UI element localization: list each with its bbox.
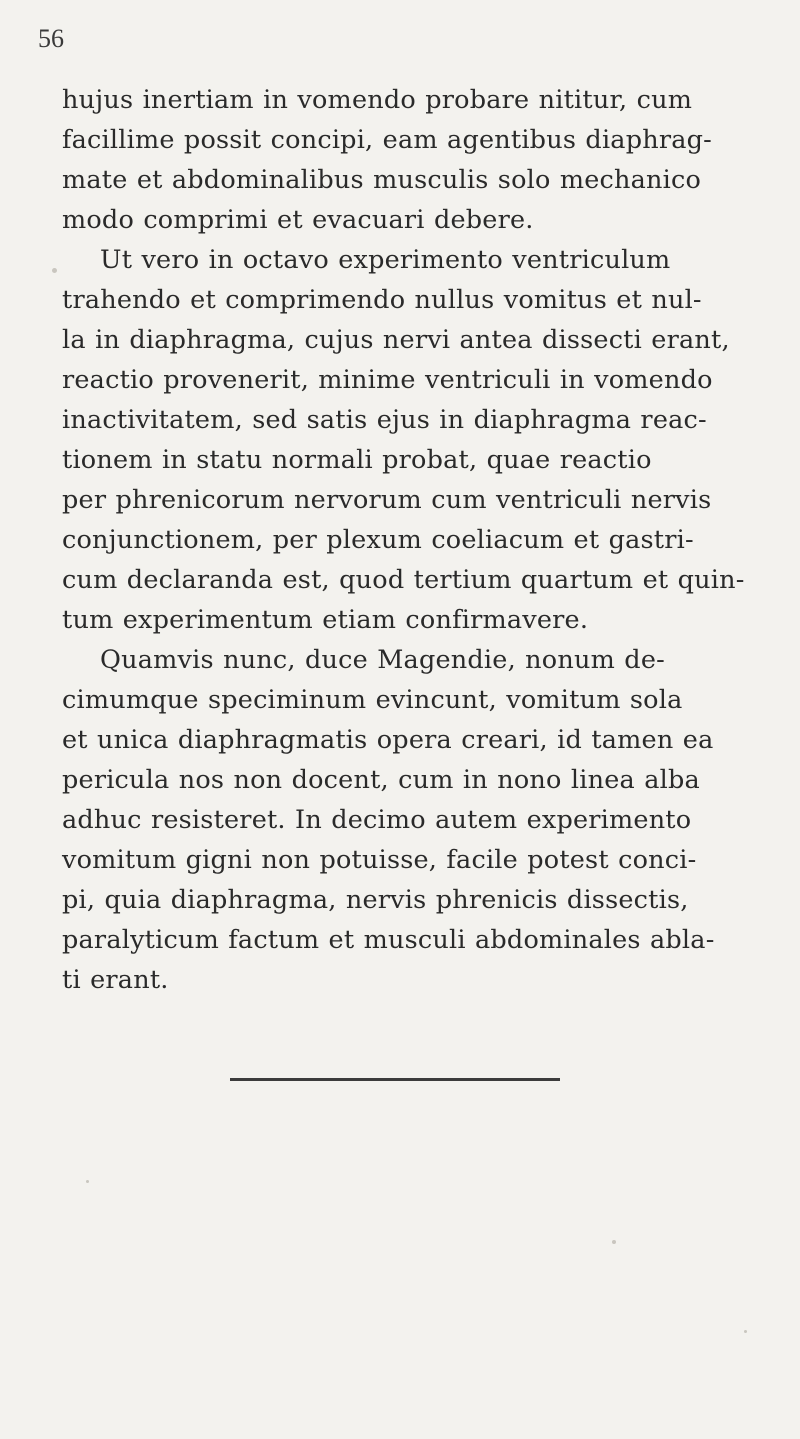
text-line: per phrenicorum nervorum cum ventriculi nervis (62, 485, 712, 515)
text-line: et unica diaphragmatis opera creari, id tamen ea (62, 725, 714, 755)
text-line: tionem in statu normali probat, quae reactio (62, 445, 652, 475)
text-line: facillime possit concipi, eam agentibus diaphrag- (62, 125, 712, 155)
text-line: reactio provenerit, minime ventriculi in vomendo (62, 365, 713, 395)
paper-speck (744, 1330, 747, 1333)
text-line: trahendo et comprimendo nullus vomitus et nul- (62, 285, 702, 315)
text-line: tum experimentum etiam confirmavere. (62, 605, 589, 635)
text-line: pericula nos non docent, cum in nono linea alba (62, 765, 700, 795)
text-line: la in diaphragma, cujus nervi antea dissecti erant, (62, 325, 730, 355)
text-line: inactivitatem, sed satis ejus in diaphragma reac- (62, 405, 707, 435)
section-rule (230, 1078, 560, 1081)
text-line: ti erant. (62, 965, 169, 995)
text-line: modo comprimi et evacuari debere. (62, 205, 534, 235)
text-line: pi, quia diaphragma, nervis phrenicis dissectis, (62, 885, 689, 915)
text-line: paralyticum factum et musculi abdominales abla- (62, 925, 715, 955)
paper-speck (52, 268, 57, 273)
text-line: hujus inertiam in vomendo probare nititur, cum (62, 85, 693, 115)
text-line: mate et abdominalibus musculis solo mechanico (62, 165, 702, 195)
paper-speck (86, 1180, 89, 1183)
text-line: cimumque speciminum evincunt, vomitum sola (62, 685, 683, 715)
text-line: cum declaranda est, quod tertium quartum et quin- (62, 565, 745, 595)
paragraph-start-line: Ut vero in octavo experimento ventriculum (100, 245, 671, 275)
text-line: adhuc resisteret. In decimo autem experimento (62, 805, 692, 835)
paper-speck (612, 1240, 616, 1244)
paragraph-start-line: Quamvis nunc, duce Magendie, nonum de- (100, 645, 665, 675)
text-line: conjunctionem, per plexum coeliacum et gastri- (62, 525, 694, 555)
page-number: 56 (38, 24, 64, 53)
text-line: vomitum gigni non potuisse, facile potest conci- (62, 845, 697, 875)
